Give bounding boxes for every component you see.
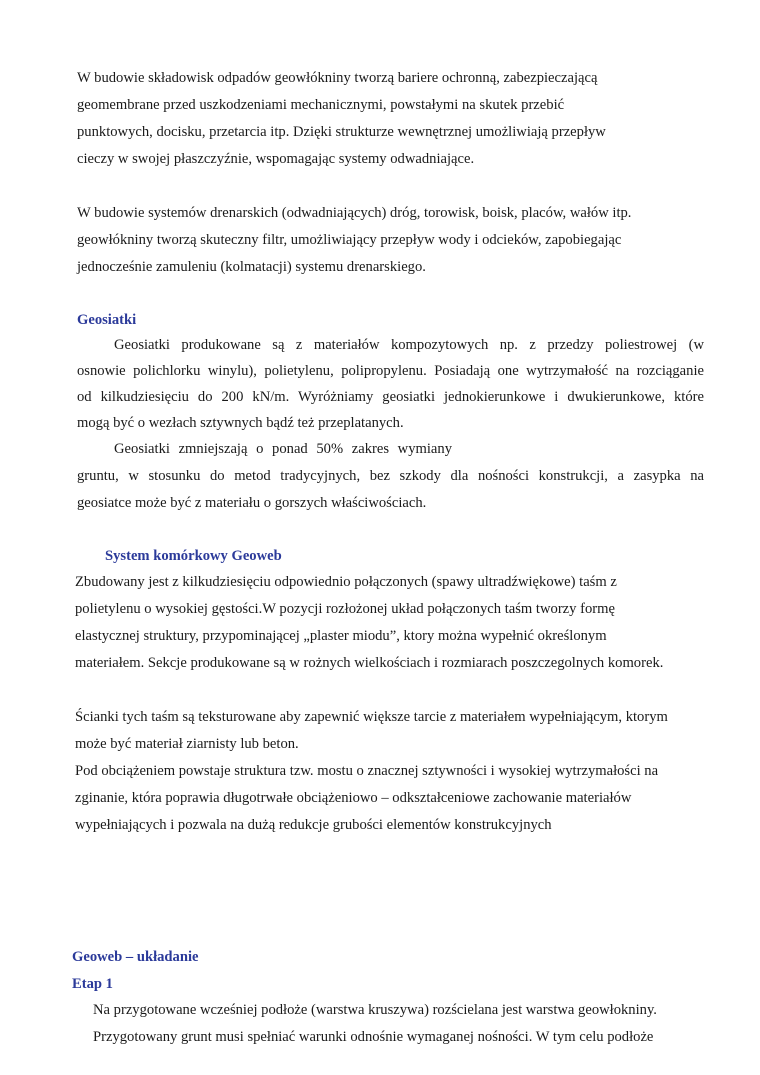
section-heading-ukladanie: Geoweb – układanie — [72, 949, 199, 965]
text-line: Na przygotowane wcześniej podłoże (warstwa kruszywa) rozścielana jest warstwa geowłokniny. — [93, 1002, 657, 1018]
text-line: W budowie systemów drenarskich (odwadniających) dróg, torowisk, boisk, placów, wałów itp. — [77, 205, 632, 221]
section-heading-geoweb: System komórkowy Geoweb — [105, 548, 282, 564]
text-line: Geosiatki produkowane są z materiałów kompozytowych np. z przedzy poliestrowej (w — [114, 337, 704, 353]
section-heading-geosiatki: Geosiatki — [77, 312, 137, 328]
text-line: geowłókniny tworzą skuteczny filtr, umożliwiający przepływ wody i odcieków, zapobiegając — [77, 232, 622, 248]
text-line: zginanie, która poprawia długotrwałe obciążeniowo – odkształceniowe zachowanie materiałów — [75, 790, 632, 806]
text-line: Geosiatki zmniejszają o ponad 50% zakres wymiany — [114, 441, 452, 457]
text-line: cieczy w swojej płaszczyźnie, wspomagając systemy odwadniające. — [77, 151, 475, 167]
text-line: Przygotowany grunt musi spełniać warunki odnośnie wymaganej nośności. W tym celu podłoże — [93, 1029, 654, 1045]
text-line: Ścianki tych taśm są teksturowane aby zapewnić większe tarcie z materiałem wypełniającym, ktorym — [75, 709, 668, 725]
text-line: punktowych, docisku, przetarcia itp. Dzięki strukturze wewnętrznej umożliwiają przepływ — [77, 124, 606, 140]
text-line: geosiatce może być z materiału o gorszych właściwościach. — [77, 495, 427, 511]
text-line: materiałem. Sekcje produkowane są w rożnych wielkościach i rozmiarach poszczegolnych komorek. — [75, 655, 664, 671]
subheading-etap: Etap 1 — [72, 976, 113, 992]
text-line: mogą być o wezłach sztywnych bądź też przeplatanych. — [77, 415, 404, 431]
text-line: Zbudowany jest z kilkudziesięciu odpowiednio połączonych (spawy ultradźwiękowe) taśm z — [75, 574, 617, 590]
text-line: jednocześnie zamuleniu (kolmatacji) systemu drenarskiego. — [77, 259, 426, 275]
text-line: elastycznej struktury, przypominającej „plaster miodu”, ktory można wypełnić określonym — [75, 628, 607, 644]
text-line: wypełniających i pozwala na dużą redukcje grubości elementów konstrukcyjnych — [75, 817, 552, 833]
text-line: od kilkudziesięciu do 200 kN/m. Wyróżniamy geosiatki jednokierunkowe i dwukierunkowe, które — [77, 389, 704, 405]
text-line: Pod obciążeniem powstaje struktura tzw. mostu o znacznej sztywności i wysokiej wytrzymałości na — [75, 763, 659, 779]
text-line: polietylenu o wysokiej gęstości.W pozycji rozłożonej układ połączonych taśm tworzy formę — [75, 601, 615, 617]
text-line: W budowie składowisk odpadów geowłókniny tworzą bariere ochronną, zabezpieczającą — [77, 70, 598, 86]
text-line: geomembrane przed uszkodzeniami mechanicznymi, powstałymi na skutek przebić — [77, 97, 565, 113]
text-line: osnowie polichlorku winylu), polietylenu, polipropylenu. Posiadają one wytrzymałość na rozciąganie — [77, 363, 704, 379]
text-line: gruntu, w stosunku do metod tradycyjnych, bez szkody dla nośności konstrukcji, a zasypka na — [77, 468, 704, 484]
text-line: może być materiał ziarnisty lub beton. — [75, 736, 299, 752]
